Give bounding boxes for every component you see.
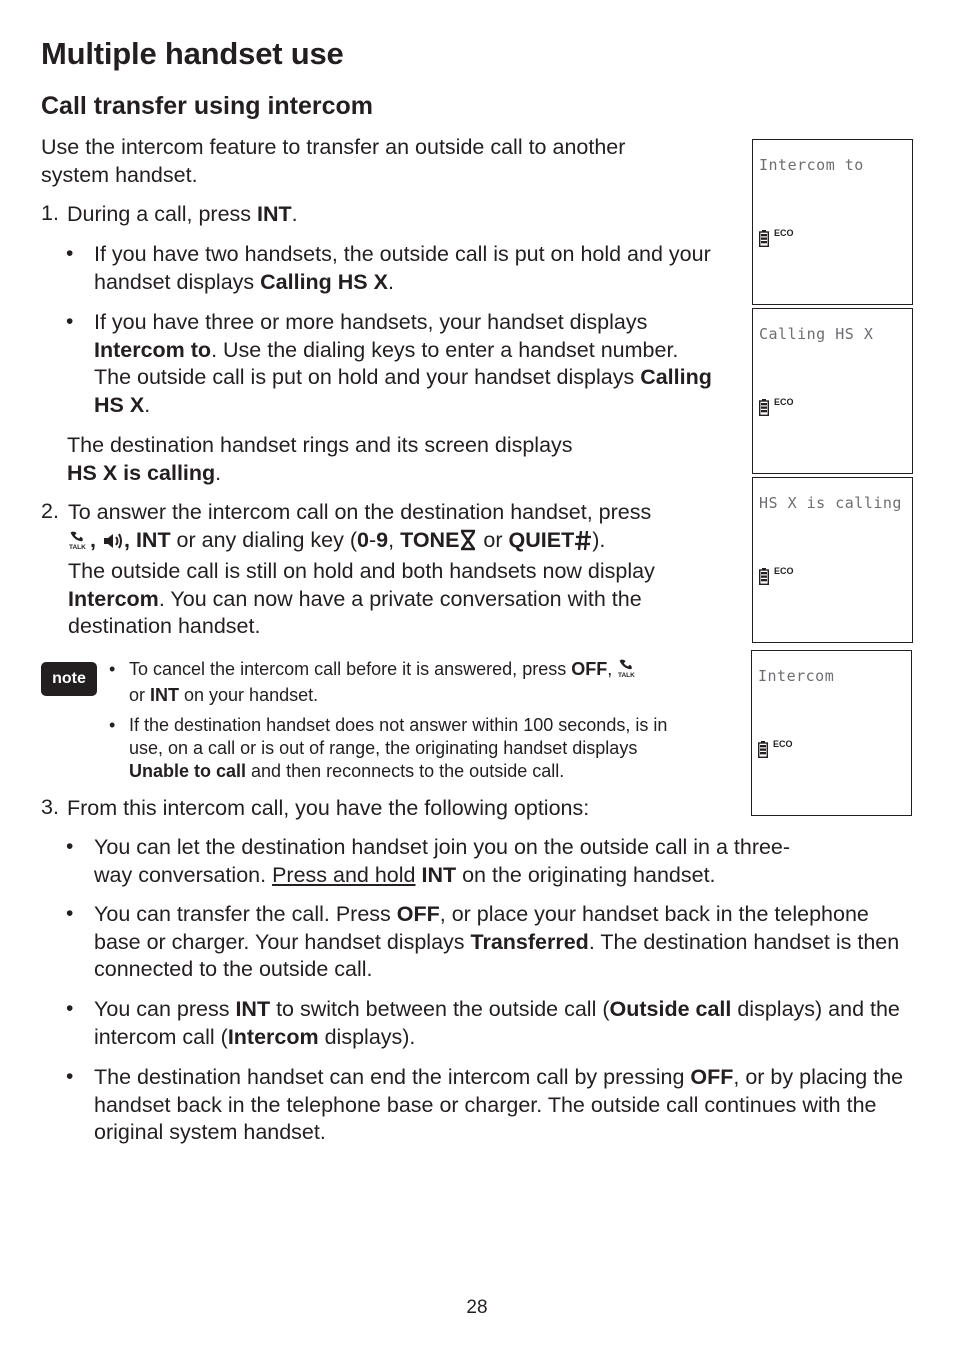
bullet: • — [109, 715, 116, 735]
handset-screen-hs-x-is-calling — [752, 477, 913, 643]
bullet: • — [109, 659, 116, 679]
handset-screen-calling-hs-x — [752, 308, 913, 474]
note-item-2: If the destination handset does not answer within 100 seconds, is in use, on a call or is out of range, the originating handset displays Unable to call and then reconnects to the outside call. — [129, 715, 668, 781]
step-1-number: 1. — [41, 201, 59, 225]
battery-icon — [759, 399, 769, 416]
battery-icon — [759, 568, 769, 585]
eco-label: ECO — [774, 397, 794, 407]
step-3-bullet-3: You can press INT to switch between the outside call (Outside call displays) and the intercom call (Intercom displays). — [94, 997, 900, 1049]
talk-icon — [68, 530, 90, 558]
battery-icon — [759, 230, 769, 247]
svg-text:TALK: TALK — [69, 543, 86, 550]
step-3-bullet-1: You can let the destination handset join you on the outside call in a three-way conversation. Press and hold INT on the originating handset. — [94, 835, 791, 887]
step-3-text: From this intercom call, you have the following options: — [67, 796, 590, 820]
page-title: Multiple handset use — [41, 36, 344, 71]
bullet: • — [66, 902, 74, 925]
eco-label: ECO — [774, 228, 794, 238]
handset-screen-intercom-to — [752, 139, 913, 305]
handset-screen-intercom — [751, 650, 912, 816]
note-badge: note — [41, 662, 97, 696]
step-1-text: During a call, press INT. — [67, 202, 298, 226]
step-3-number: 3. — [41, 795, 59, 819]
bullet: • — [66, 1065, 74, 1088]
step-3-bullet-4: The destination handset can end the intercom call by pressing OFF, or by placing the handset back in the telephone base or charger. The outside call continues with the original system handset. — [94, 1065, 904, 1144]
battery-icon — [758, 741, 768, 758]
page-number: 28 — [466, 1297, 488, 1318]
step-1-bullet-1: If you have two handsets, the outside call is put on hold and your handset displays Calling HS X. — [94, 242, 711, 294]
step-3-bullet-2: You can transfer the call. Press OFF, or place your handset back in the telephone base or charger. Your handset displays Transferred. The destination handset is then connected to the outside call. — [94, 902, 900, 981]
section-title: Call transfer using intercom — [41, 92, 374, 120]
eco-label: ECO — [774, 566, 794, 576]
svg-text:TALK: TALK — [618, 672, 636, 678]
screen-text: Intercom — [758, 667, 835, 685]
intro-paragraph: Use the intercom feature to transfer an outside call to another system handset. — [41, 135, 626, 187]
bullet: • — [66, 310, 74, 333]
screen-text: Intercom to — [759, 156, 864, 174]
destination-paragraph: The destination handset rings and its screen displays HS X is calling. — [67, 433, 573, 485]
pound-key-icon — [574, 529, 592, 559]
bullet: • — [66, 997, 74, 1020]
note-item-1: To cancel the intercom call before it is answered, press OFF, TALK or INT on your handset. — [129, 658, 709, 707]
bullet: • — [66, 242, 74, 265]
star-key-icon — [459, 529, 477, 559]
talk-icon — [617, 658, 639, 684]
screen-text: HS X is calling — [759, 494, 902, 512]
speaker-icon — [102, 531, 124, 559]
step-2-text: To answer the intercom call on the destination handset, press TALK , , INT or any dialing key (0-9, TONE or QUIET ). The outside call is still on hold and both handsets now display Intercom. You can now have a private conversation with the destination handset. — [68, 500, 655, 638]
step-1-bullet-2: If you have three or more handsets, your handset displays Intercom to. Use the dialing keys to enter a handset number. The outside call is put on hold and your handset displays Calling HS X. — [94, 310, 712, 417]
bullet: • — [66, 835, 74, 858]
step-2-number: 2. — [41, 499, 59, 523]
eco-label: ECO — [773, 739, 793, 749]
screen-text: Calling HS X — [759, 325, 874, 343]
